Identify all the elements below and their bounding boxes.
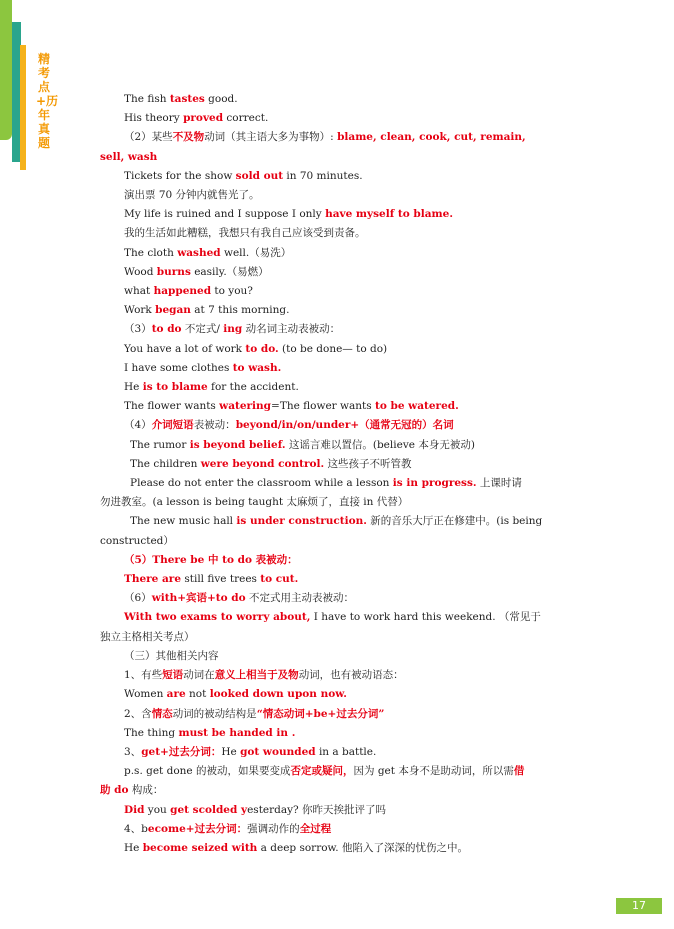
text-segment: （3） [124,323,152,336]
highlighted-text: sell, wash [100,150,158,163]
highlighted-text: 借 [513,765,525,778]
text-line [100,839,574,858]
text-line [100,762,574,781]
text-segment: easily.（易燃） [190,265,269,278]
text-line [100,820,574,839]
highlighted-text: 否定或疑问， [290,765,354,778]
text-line [100,340,574,359]
text-segment: you [144,803,171,816]
text-segment: a deep sorrow. 他陷入了深深的忧伤之中。 [257,841,468,854]
text-segment: Wood [124,265,157,278]
text-segment: 3、 [124,745,142,758]
text-segment: He [221,745,241,758]
text-segment: Work [124,304,156,317]
highlighted-text: with+宾语+to do [151,592,246,605]
text-segment: 动词（其主语大多为事物）: [204,131,338,144]
text-segment: well.（易洗） [220,246,292,259]
text-line [100,532,574,551]
highlighted-text: There are [124,573,182,586]
text-segment: 不定式用主动表被动： [245,592,354,605]
text-line [100,301,574,320]
document-body [100,90,574,858]
text-segment: 这谣言难以置信。(believe 本身无被动) [285,438,475,451]
text-line [100,666,574,685]
text-segment: 勿进教室。(a lesson is being taught 太麻烦了，直接 in 代替） [100,496,409,509]
highlighted-text: looked down upon now. [209,688,347,701]
text-segment: good. [204,93,238,105]
highlighted-text: to wash. [232,361,282,374]
text-segment: The rumor [130,438,190,451]
text-segment: in a battle. [315,745,377,758]
text-segment: 我的生活如此糟糕，我想只有我自己应该受到责备。 [124,227,366,240]
text-segment: 2、含 [124,707,152,720]
text-line [100,282,574,301]
text-segment: The new music hall [130,515,237,528]
highlighted-text: is under construction. [236,515,367,528]
highlighted-text: get+过去分词： [141,745,222,758]
text-segment: He [124,841,143,854]
highlighted-text: 意义上相当于及物 [214,669,299,682]
text-segment: I have some clothes [124,361,233,374]
highlighted-text: tastes [169,93,205,105]
text-segment: (to be done— to do) [278,342,388,355]
text-segment: The thing [124,726,179,739]
highlighted-text: 不及物 [172,131,205,144]
highlighted-text: 介词短语 [151,419,194,432]
highlighted-text: ing [223,323,243,336]
sidebar-decoration [0,0,30,929]
text-segment: for the accident. [207,381,299,394]
text-segment: 动词在 [183,669,215,682]
text-segment: 1、有些 [124,669,163,682]
highlighted-text: began [155,304,191,317]
highlighted-text: to be watered. [375,400,459,413]
text-line [100,647,574,666]
text-line [100,705,574,724]
text-segment: 动词的被动结构是 [172,707,257,720]
text-line [100,608,574,627]
highlighted-text: （5）There be 中 to do 表被动： [124,553,298,566]
highlighted-text: must be handed in . [178,726,296,739]
sidebar-green-bar [0,0,12,140]
text-segment: 新的音乐大厅正在修建中。(is being [366,515,543,528]
text-line [100,128,574,147]
text-segment: 上课时请 [476,477,522,490]
text-segment: My life is ruined and I suppose I only [124,208,326,221]
text-line [100,378,574,397]
text-segment: 不定式/ [181,323,224,336]
highlighted-text: were beyond control. [200,457,325,470]
highlighted-text: is in progress. [392,477,477,490]
text-line [100,801,574,820]
highlighted-text: blame, clean, cook, cut, remain, [337,131,526,144]
text-segment: He [124,381,143,394]
text-line [100,416,574,435]
text-line [100,244,574,263]
text-line [100,320,574,339]
highlighted-text: “情态动词+be+过去分词” [256,707,385,720]
text-line [100,109,574,128]
text-line [100,474,574,493]
text-segment: correct. [223,112,269,125]
text-line [100,90,574,109]
highlighted-text: got wounded [240,745,316,758]
text-line [100,359,574,378]
highlighted-text: proved [183,112,224,125]
highlighted-text: 情态 [151,707,173,720]
text-line [100,628,574,647]
text-segment: （2）某些 [124,131,173,144]
highlighted-text: washed [177,246,221,259]
text-segment: constructed） [100,534,174,547]
text-segment: The fish [124,93,170,105]
text-line [100,436,574,455]
text-segment: The flower wants [124,400,220,413]
text-line [100,205,574,224]
highlighted-text: ecome+过去分词： [147,822,248,835]
highlighted-text: sold out [235,169,284,182]
highlighted-text: to cut. [260,573,299,586]
text-segment: 动词，也有被动语态： [298,669,404,682]
text-segment: esterday? 你昨天挨批评了吗 [247,803,387,816]
highlighted-text: is to blame [142,381,208,394]
text-segment: 因为 get 本身不是助动词，所以需 [353,765,514,778]
highlighted-text: beyond/in/on/under+（通常无冠的）名词 [235,419,454,432]
text-line [100,148,574,167]
text-segment: to you? [211,285,253,298]
text-segment: The children [130,457,201,470]
text-segment: 构成： [128,784,164,797]
highlighted-text: to do [151,323,182,336]
text-line [100,724,574,743]
sidebar-title: 精考点+历年真题 [36,52,59,150]
text-line [100,397,574,416]
text-segment: what [124,285,154,298]
highlighted-text: With two exams to worry about, [124,611,311,624]
highlighted-text: to do. [245,342,279,355]
text-line [100,781,574,800]
text-segment: not [185,688,210,701]
highlighted-text: is beyond belief. [189,438,286,451]
text-segment: 演出票 70 分钟内就售光了。 [124,189,260,202]
text-line [100,512,574,531]
highlighted-text: 全过程 [299,822,332,835]
text-segment: You have a lot of work [124,342,246,355]
text-segment: Please do not enter the classroom while a lesson [130,477,393,490]
text-segment: 这些孩子不听管教 [324,457,412,470]
text-line [100,570,574,589]
text-segment: 表被动： [193,419,236,432]
text-segment: still five trees [181,573,261,586]
highlighted-text: have myself to blame. [325,208,453,221]
text-segment: 强调动作的 [247,822,300,835]
text-segment: （三）其他相关内容 [124,649,219,662]
highlighted-text: are [166,688,186,701]
highlighted-text: get scolded y [170,803,248,816]
text-segment: 动名词主动表被动： [242,323,341,336]
text-segment: in 70 minutes. [283,169,363,182]
text-segment: 独立主格相关考点） [100,630,195,643]
highlighted-text: 助 do [100,784,129,797]
highlighted-text: become seized with [142,841,258,854]
text-line [100,167,574,186]
text-segment: Tickets for the show [124,169,236,182]
text-segment: His theory [124,112,184,125]
text-line [100,743,574,762]
text-segment: p.s. get done 的被动，如果要变成 [124,765,291,778]
text-segment: （4） [124,419,152,432]
text-line [100,551,574,570]
text-segment: The cloth [124,246,178,259]
text-segment: I have to work hard this weekend. （常见于 [310,611,541,624]
page-number: 17 [616,898,662,914]
highlighted-text: 短语 [162,669,184,682]
text-segment: Women [124,688,167,701]
text-segment: 4、b [124,822,148,835]
text-line [100,493,574,512]
text-line [100,685,574,704]
highlighted-text: happened [153,285,212,298]
text-line [100,263,574,282]
text-line [100,224,574,243]
text-segment: =The flower wants [271,400,375,413]
text-segment: at 7 this morning. [190,304,290,317]
text-line [100,455,574,474]
text-line [100,589,574,608]
highlighted-text: Did [124,803,145,816]
text-segment: （6） [124,592,152,605]
highlighted-text: burns [156,265,191,278]
sidebar-yellow-bar [20,45,26,170]
highlighted-text: watering [219,400,272,413]
text-line [100,186,574,205]
